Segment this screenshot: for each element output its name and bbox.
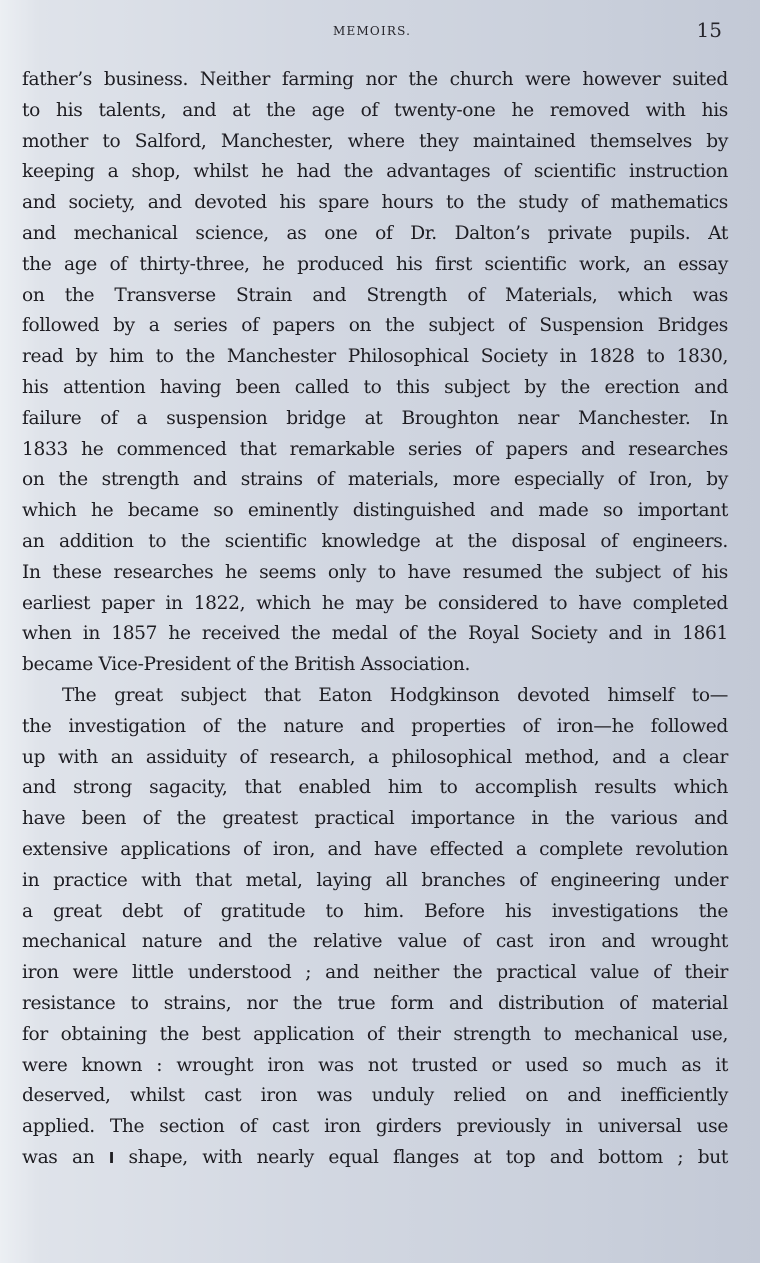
text-line: the age of thirty-three, he produced his first scientific work, an essay — [22, 253, 728, 275]
i-beam-symbol: I — [108, 1148, 115, 1167]
paragraph-2 — [22, 681, 728, 1174]
page-number: 15 — [696, 18, 722, 42]
text-line: when in 1857 he received the medal of the Royal Society and in 1861 — [22, 623, 728, 645]
text-line: 1833 he commenced that remarkable series of papers and researches — [22, 438, 728, 460]
text-line: in practice with that metal, laying all branches of engineering under — [22, 869, 728, 891]
text-line: followed by a series of papers on the subject of Suspension Bridges — [22, 315, 728, 337]
text-line: earliest paper in 1822, which he may be considered to have completed — [22, 592, 728, 614]
text-line: and mechanical science, as one of Dr. Dalton’s private pupils. At — [22, 222, 728, 244]
text-line: applied. The section of cast iron girders previously in universal use — [22, 1116, 728, 1138]
text-line: the investigation of the nature and properties of iron—he followed — [22, 715, 728, 737]
text-line: on the strength and strains of materials, more especially of Iron, by — [22, 469, 728, 491]
text-segment: was an — [22, 1146, 109, 1168]
text-line: father’s business. Neither farming nor the church were however suited — [22, 69, 728, 90]
text-line: and strong sagacity, that enabled him to accomplish results which — [22, 777, 728, 799]
text-line: a great debt of gratitude to him. Before his investigations the — [22, 900, 728, 922]
text-line: have been of the greatest practical importance in the various and — [22, 808, 728, 830]
text-segment: shape, with nearly equal flanges at top and bottom ; but — [114, 1146, 728, 1168]
text-line: mother to Salford, Manchester, where they maintained themselves by — [22, 130, 728, 152]
text-line: The great subject that Eaton Hodgkinson devoted himself to— — [62, 684, 728, 706]
running-title: MEMOIRS. — [333, 24, 412, 38]
paragraph-1 — [22, 65, 728, 681]
text-line: failure of a suspension bridge at Broughton near Manchester. In — [22, 407, 728, 429]
text-line: his attention having been called to this subject by the erection and — [22, 376, 728, 398]
text-line: deserved, whilst cast iron was unduly relied on and inefficiently — [22, 1085, 728, 1107]
text-line: resistance to strains, nor the true form and distribution of material — [22, 992, 728, 1014]
text-line: for obtaining the best application of their strength to mechanical use, — [22, 1023, 728, 1045]
text-line: read by him to the Manchester Philosophical Society in 1828 to 1830, — [22, 346, 728, 368]
text-line: which he became so eminently distinguished and made so important — [22, 500, 728, 522]
text-line: were known : wrought iron was not trusted or used so much as it — [22, 1054, 728, 1076]
text-line: up with an assiduity of research, a philosophical method, and a clear — [22, 746, 728, 768]
text-line: extensive applications of iron, and have effected a complete revolution — [22, 838, 728, 860]
text-line: became Vice-President of the British Association. — [22, 654, 471, 676]
running-head — [0, 18, 760, 48]
text-line-final — [22, 1143, 728, 1174]
text-line: keeping a shop, whilst he had the advantages of scientific instruction — [22, 161, 728, 183]
text-line: an addition to the scientific knowledge at the disposal of engineers. — [22, 530, 728, 552]
text-line: mechanical nature and the relative value of cast iron and wrought — [22, 931, 728, 953]
text-line: iron were little understood ; and neither the practical value of their — [22, 962, 728, 984]
text-line: on the Transverse Strain and Strength of Materials, which was — [22, 284, 728, 306]
body-text — [22, 65, 728, 1174]
text-line: to his talents, and at the age of twenty-one he removed with his — [22, 99, 728, 121]
text-line: In these researches he seems only to have resumed the subject of his — [22, 561, 728, 583]
text-line: and society, and devoted his spare hours to the study of mathematics — [22, 192, 728, 214]
